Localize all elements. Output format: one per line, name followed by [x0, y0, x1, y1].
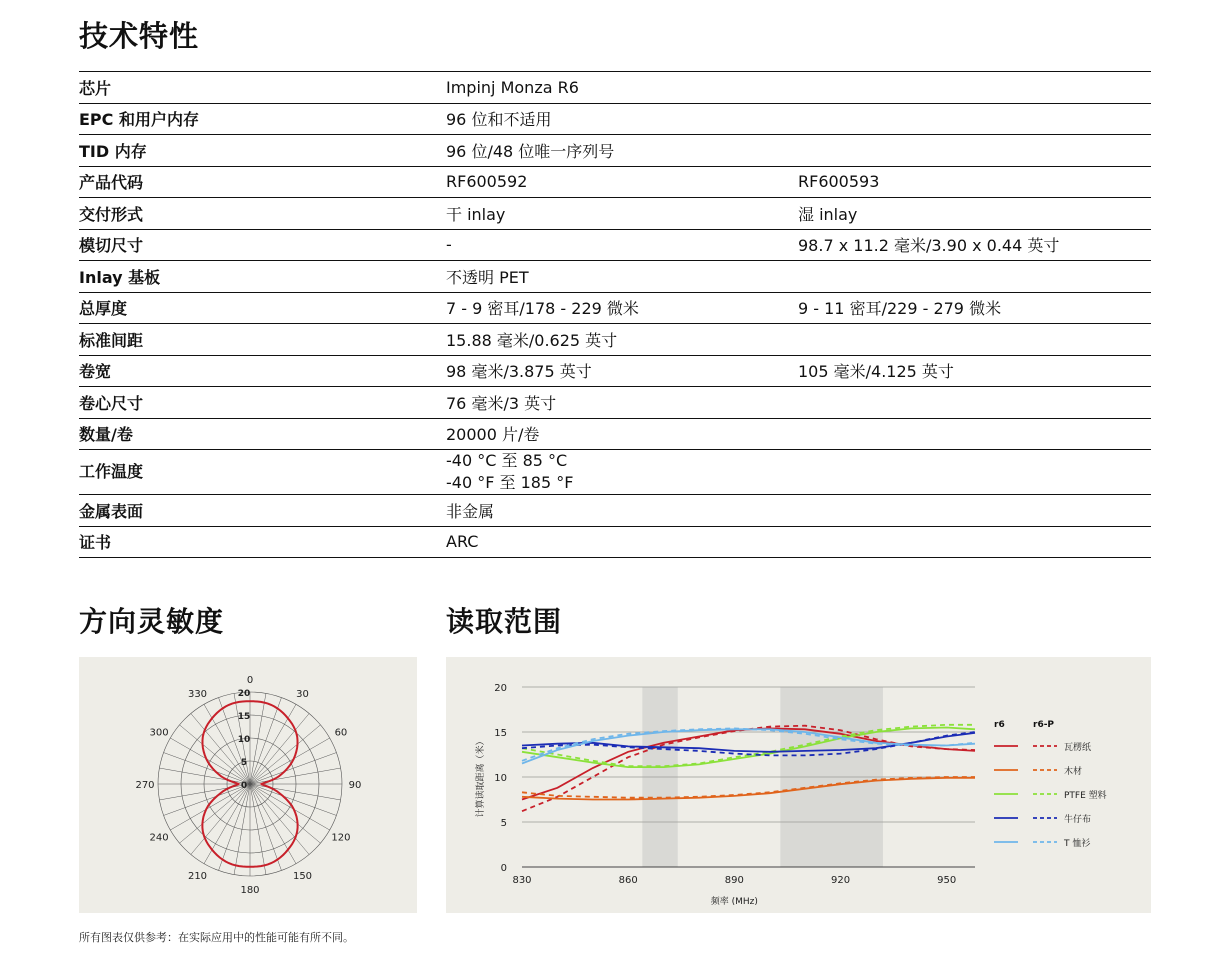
- spec-row: [79, 135, 1151, 167]
- x-tick-label: 950: [937, 875, 957, 886]
- series-line: [522, 778, 975, 800]
- spec-value-alt: [798, 418, 1151, 450]
- spec-value-alt: 105 毫米/4.125 英寸: [798, 355, 1151, 387]
- spec-row: [79, 387, 1151, 419]
- legend-label: T 恤衫: [1064, 839, 1091, 849]
- spec-value-alt: 9 - 11 密耳/229 - 279 微米: [798, 292, 1151, 324]
- y-tick-label: 5: [500, 818, 507, 829]
- spec-row: [79, 292, 1151, 324]
- range-chart-panel: [446, 657, 1151, 913]
- spec-row: [79, 198, 1151, 230]
- spec-value: 20000 片/卷: [446, 418, 798, 450]
- spec-key: 产品代码: [79, 166, 446, 198]
- polar-radial-label: 5: [240, 758, 248, 768]
- polar-chart-panel: [79, 657, 417, 913]
- spec-key: TID 内存: [79, 135, 446, 167]
- spec-value: ARC: [446, 526, 798, 558]
- legend-head-r6: r6: [994, 720, 1005, 730]
- spec-value-alt: [798, 261, 1151, 293]
- polar-angle-label: 0: [246, 675, 254, 686]
- polar-angle-label: 300: [149, 727, 169, 739]
- spec-value-alt: [798, 324, 1151, 356]
- spec-key: 芯片: [79, 72, 446, 104]
- spec-row: [79, 495, 1151, 527]
- spec-row: [79, 72, 1151, 104]
- spec-value-alt: [798, 72, 1151, 104]
- spec-value-alt: [798, 387, 1151, 419]
- spec-value: -: [446, 229, 798, 261]
- series-line: [522, 728, 975, 768]
- spec-row: [79, 103, 1151, 135]
- x-axis-label: 频率 (MHz): [710, 897, 758, 907]
- spec-value: 15.88 毫米/0.625 英寸: [446, 324, 798, 356]
- x-tick-label: 860: [618, 875, 638, 886]
- footnote: 所有图表仅供参考：在实际应用中的性能可能有所不同。: [79, 931, 354, 944]
- spec-value-alt: [798, 526, 1151, 558]
- spec-value: 76 毫米/3 英寸: [446, 387, 798, 419]
- spec-value: [446, 450, 798, 495]
- spec-row: [79, 450, 1151, 495]
- spec-key: EPC 和用户内存: [79, 103, 446, 135]
- spec-value-alt: [798, 103, 1151, 135]
- x-tick-label: 830: [512, 875, 532, 886]
- y-tick-label: 20: [494, 683, 507, 694]
- spec-value-alt: 湿 inlay: [798, 198, 1151, 230]
- spec-key: 总厚度: [79, 292, 446, 324]
- spec-key: 交付形式: [79, 198, 446, 230]
- spec-key: 金属表面: [79, 495, 446, 527]
- y-tick-label: 0: [500, 863, 507, 874]
- polar-angle-label: 240: [149, 832, 169, 844]
- spec-key: 证书: [79, 526, 446, 558]
- polar-angle-label: 30: [296, 689, 309, 701]
- spec-key: 数量/卷: [79, 418, 446, 450]
- series-line: [522, 728, 975, 799]
- spec-key: 卷心尺寸: [79, 387, 446, 419]
- spec-value: 96 位和不适用: [446, 103, 798, 135]
- polar-angle-label: 120: [331, 832, 351, 844]
- spec-value-alt: [798, 135, 1151, 167]
- spec-value: 不透明 PET: [446, 261, 798, 293]
- y-axis-label: 计算读取距离（米）: [476, 736, 486, 818]
- y-tick-label: 10: [494, 773, 507, 784]
- spec-row: [79, 229, 1151, 261]
- range-chart: [446, 657, 1151, 913]
- spec-value: 96 位/48 位唯一序列号: [446, 135, 798, 167]
- spec-row: [79, 418, 1151, 450]
- x-tick-label: 890: [724, 875, 744, 886]
- polar-angle-label: 210: [187, 870, 208, 882]
- spec-value: Impinj Monza R6: [446, 72, 798, 104]
- spec-row: [79, 261, 1151, 293]
- spec-row: [79, 324, 1151, 356]
- spec-row: [79, 355, 1151, 387]
- polar-radial-label: 15: [237, 712, 251, 722]
- spec-value: RF600592: [446, 166, 798, 198]
- legend-label: 木材: [1064, 767, 1083, 777]
- spec-value-line: -40 °F 至 185 °F: [446, 473, 574, 492]
- spec-value-line: -40 °C 至 85 °C: [446, 451, 568, 470]
- polar-radial-label: 10: [237, 735, 251, 745]
- spec-value-alt: [798, 450, 1151, 495]
- x-tick-label: 920: [830, 875, 851, 886]
- polar-angle-label: 270: [135, 780, 155, 791]
- polar-title: 方向灵敏度: [79, 605, 225, 638]
- legend-label: 瓦楞纸: [1064, 743, 1092, 753]
- spec-table: [79, 71, 1151, 558]
- spec-value: 干 inlay: [446, 198, 798, 230]
- spec-value: 7 - 9 密耳/178 - 229 微米: [446, 292, 798, 324]
- series-line: [522, 729, 975, 763]
- spec-row: [79, 526, 1151, 558]
- series-line: [522, 726, 975, 812]
- spec-key: 模切尺寸: [79, 229, 446, 261]
- spec-value-alt: 98.7 x 11.2 毫米/3.90 x 0.44 英寸: [798, 229, 1151, 261]
- legend-head-r6p: r6-P: [1033, 720, 1055, 730]
- spec-value: 98 毫米/3.875 英寸: [446, 355, 798, 387]
- spec-title: 技术特性: [79, 19, 200, 53]
- range-title: 读取范围: [446, 605, 563, 638]
- spec-key: 卷宽: [79, 355, 446, 387]
- series-line: [522, 777, 975, 798]
- legend-label: PTFE 塑料: [1064, 791, 1107, 801]
- polar-radial-zero: 0: [240, 781, 248, 791]
- spec-value-alt: [798, 495, 1151, 527]
- spec-key: Inlay 基板: [79, 261, 446, 293]
- polar-angle-label: 90: [348, 780, 362, 791]
- polar-radial-label: 20: [237, 689, 251, 699]
- spec-key: 工作温度: [79, 450, 446, 495]
- y-tick-label: 15: [494, 728, 507, 739]
- polar-angle-label: 180: [240, 885, 260, 896]
- polar-chart: [79, 657, 417, 913]
- polar-angle-label: 60: [334, 727, 348, 739]
- spec-value-alt: RF600593: [798, 166, 1151, 198]
- polar-angle-label: 150: [292, 870, 313, 882]
- spec-key: 标准间距: [79, 324, 446, 356]
- spec-value: 非金属: [446, 495, 798, 527]
- polar-angle-label: 330: [187, 689, 208, 701]
- spec-row: [79, 166, 1151, 198]
- legend-label: 牛仔布: [1064, 815, 1092, 825]
